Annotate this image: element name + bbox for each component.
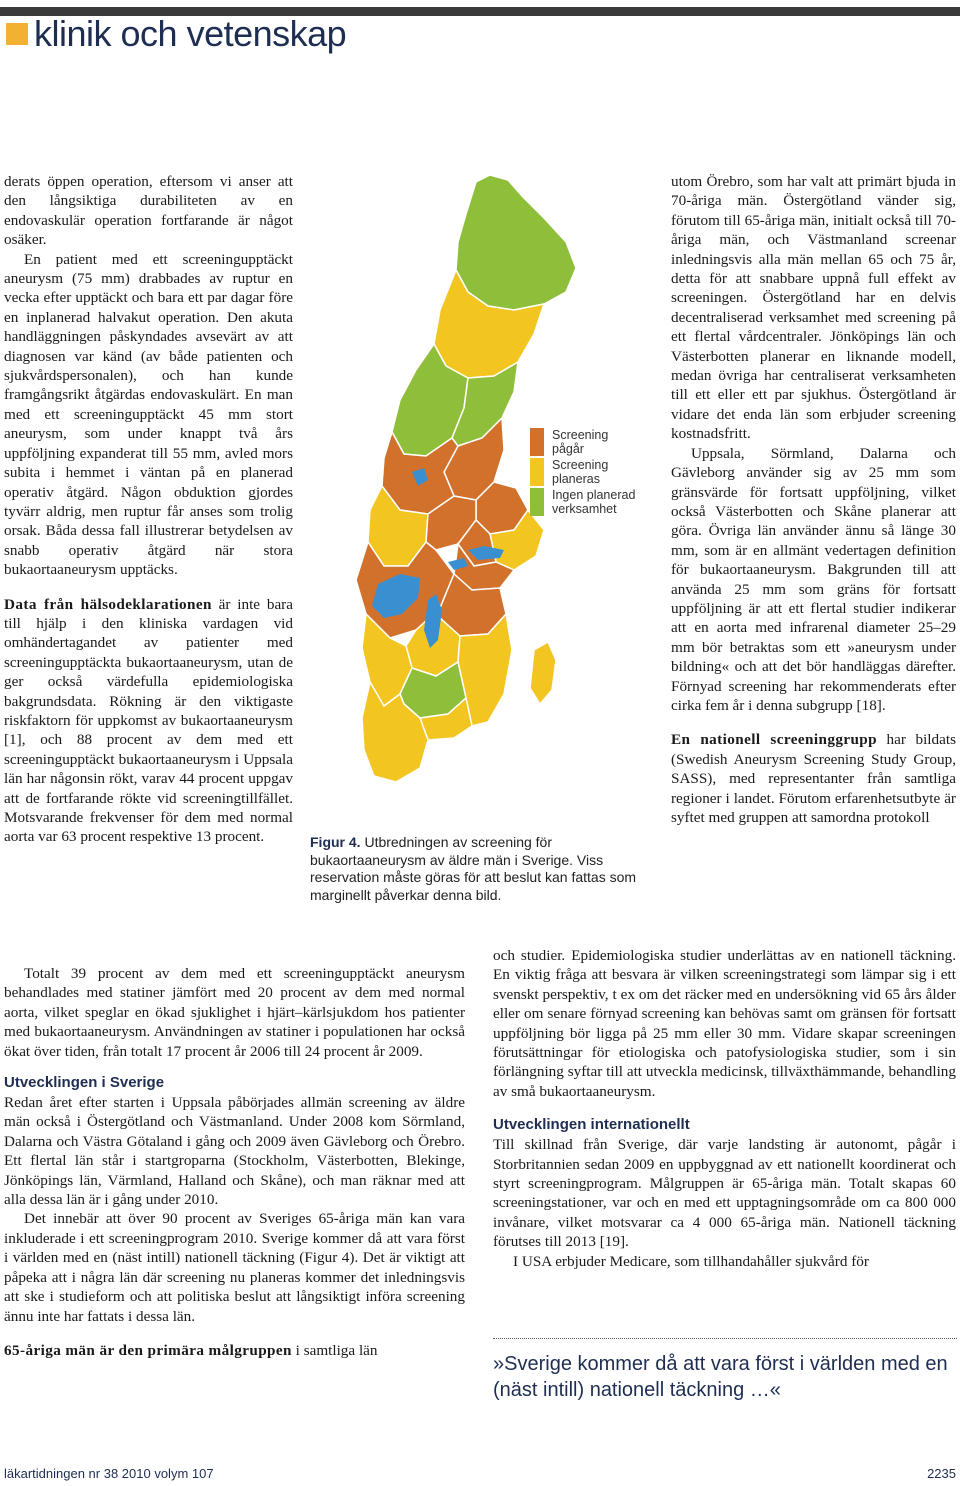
map-region-norrbotten bbox=[456, 175, 576, 310]
legend-label: Screening planeras bbox=[552, 458, 609, 486]
legend-swatch bbox=[530, 428, 544, 456]
right-paragraph-4: och studier. Epidemiologiska studier underlättas av en nationell täckning. En viktig fråga att besvara är vilken screeningstrategi som lämpar sig i ett svenskt perspektiv, t ex om det räcker med en undersökning vid 65 års ålder eller om senare förnyad screening kan behövas samt om gränsen för fortsatt uppföljning bör ligga på 25 mm eller 30 mm. Vidare skapar screeningen förutsättningar för etiologiska och patofysiologiska studier, som i sin förlängning syftar till att utveckla medicinsk, tillväxthämmande, behandling av små bukaortaaneurysm. bbox=[493, 947, 956, 1100]
left-paragraph-3 bbox=[4, 595, 293, 847]
left-paragraph-7 bbox=[4, 1341, 465, 1360]
footer-page-number: 2235 bbox=[927, 1466, 956, 1481]
heading-sverige: Utvecklingen i Sverige bbox=[4, 1074, 165, 1092]
left-paragraph-3-lead: Data från hälsodeklarationen bbox=[4, 595, 212, 613]
right-paragraph-3-body: har bildats (Swedish Aneurysm Screening Study Group, SASS), med representanter från samtliga regioner i landet. Förutom erfarenhetsutbyte är syftet med gruppen att samordna protokoll bbox=[671, 731, 956, 826]
left-paragraph-6: Det innebär att över 90 procent av Sveriges 65-åriga män kan vara inkluderade i ett screeningprogram 2010. Sverige kommer då att vara först i världen med en (näst intill) nationell täckning (Figur 4). Det är viktigt att påpeka att i några län där screening nu planeras kommer det inledningsvis att ske i studieform och att politiska beslut att långsiktigt införa screening ännu inte har fattats i dessa län. bbox=[4, 1210, 465, 1325]
figure-caption bbox=[310, 834, 652, 904]
legend-swatch bbox=[530, 458, 544, 486]
left-paragraph-3-body: är inte bara till hjälp i den kliniska vardagen vid omhändertagandet av patienter med screeningupptäckta bukaortaaneurysm, utan de ger också värdefulla epidemiologiska bakgrundsdata. Rökning är den viktigaste riskfaktorn för uppkomst av bukaortaaneurysm [1], och 88 procent av dem med ett screeningupptäckt bukaortaaneurysm i Uppsala län har någonsin rökt, varav 44 procent uppgav att de fortfarande rökte vid screeningtillfället. Motsvarande frekvenser för dem med normal aorta var 63 procent respektive 13 procent. bbox=[4, 595, 293, 846]
legend-item-ingen bbox=[530, 488, 652, 516]
map-legend bbox=[530, 428, 652, 518]
left-paragraph-4: Totalt 39 procent av dem med ett screeningupptäckt aneurysm behandlades med statiner jämfört med 20 procent av dem med normal aorta, vilket speglar en ökad sjuklighet i hjärt–kärlsjukdom hos patienter med bukaortaaneurysm. Användningen av statiner i populationen har också ökat över tiden, från totalt 17 procent år 2006 till 24 procent år 2009. bbox=[4, 965, 465, 1060]
pull-quote: »Sverige kommer då att vara först i världen med en (näst intill) nationell täckning …« bbox=[493, 1338, 957, 1403]
left-paragraph-7-body: i samtliga län bbox=[291, 1341, 378, 1359]
right-wide-column bbox=[493, 946, 956, 1271]
legend-item-pagar bbox=[530, 428, 652, 456]
section-marker bbox=[6, 23, 28, 45]
section-title: klinik och vetenskap bbox=[34, 13, 347, 54]
legend-label: Screening pågår bbox=[552, 428, 609, 456]
figure-label: Figur 4. bbox=[310, 834, 361, 850]
left-wide-column bbox=[4, 964, 465, 1360]
figure-caption-text: Utbredningen av screening för bukaortaaneurysm av äldre män i Sverige. Viss reservation måste göras för att beslut kan fattas som marginellt påverkar denna bild. bbox=[310, 834, 637, 903]
right-paragraph-6: I USA erbjuder Medicare, som tillhandahåller sjukvård för bbox=[513, 1252, 869, 1270]
map-region-gotland bbox=[530, 642, 556, 704]
right-paragraph-2: Uppsala, Sörmland, Dalarna och Gävleborg använder sig av 25 mm som gränsvärde för fortsatt uppföljning, vilket också Västerbotten och Skåne planerar att göra. Övriga län använder ännu så länge 30 mm, som är en allmänt vedertagen definition för bukaortaaneurysm. Bakgrunden till att använda 25 mm som gräns för fortsatt uppföljning är att ett flertal studier indikerar att en aorta med infrarenal diameter 25–29 mm bör betraktas som ett »aneurysm under bildning« och att det bör handläggas därefter. Förnyad screening har rekommenderats efter cirka fem år i denna subgrupp [18]. bbox=[671, 444, 956, 714]
right-paragraph-3 bbox=[671, 730, 956, 827]
right-paragraph-3-lead: En nationell screeninggrupp bbox=[671, 731, 877, 749]
left-paragraph-1: derats öppen operation, eftersom vi anser att den långsiktiga durabiliteten av en endovaskulär operation fortfarande är något osäker. bbox=[4, 173, 293, 249]
right-paragraph-1: utom Örebro, som har valt att primärt bjuda in 70-åriga män. Östergötland vänder sig, förutom till 65-åriga män, initialt också till 70-åriga män, och Västmanland screenar inledningsvis alla män mellan 65 och 75 år, detta för att snabbare uppnå full effekt av screeningen. Östergötland har en delvis decentraliserad verksamhet med screening på ett flertal vårdcentraler. Jönköpings län och Västerbotten planerar en liknande modell, medan övriga har centraliserat verksamheten till ett eller ett par sjukhus. Östergötland är vidare det enda län som erbjuder screening kostnadsfritt. bbox=[671, 173, 956, 443]
left-paragraph-5: Redan året efter starten i Uppsala påbörjades allmän screening av äldre män också i Östergötland och Västmanland. Under 2008 kom Sörmland, Dalarna och Västra Götaland i gång och 2009 även Gävleborg och Örebro. Ett flertal län står i startgroparna (Stockholm, Västerbotten, Blekinge, Jönköpings län, Värmland, Halland och Skåne), och man räknar med att alla dessa län är i gång under 2010. bbox=[4, 1094, 465, 1209]
legend-swatch bbox=[530, 488, 544, 516]
left-paragraph-7-lead: 65-åriga män är den primära målgruppen bbox=[4, 1341, 292, 1359]
legend-label: Ingen planerad verksamhet bbox=[552, 488, 636, 516]
right-column bbox=[671, 172, 956, 827]
footer-journal: läkartidningen nr 38 2010 volym 107 bbox=[4, 1466, 214, 1481]
right-paragraph-5: Till skillnad från Sverige, där varje landsting är autonomt, pågår i Storbritannien sedan 2009 en uppbyggnad av ett nationellt koordinerat och styrt screeningprogram. Målgruppen är 65-åriga män. Totalt skapas 60 screeningstationer, var och en med ett upptagningsområde om ca 800 000 invånare, vilket motsvarar ca 4 000 65-åriga män. Nationell täckning förutses till 2013 [19]. bbox=[493, 1136, 956, 1251]
heading-internationellt: Utvecklingen internationellt bbox=[493, 1116, 690, 1134]
legend-item-planeras bbox=[530, 458, 652, 486]
left-paragraph-2: En patient med ett screeningupptäckt aneurysm (75 mm) drabbades av ruptur en vecka efter upptäckt och bara ett par dagar före en inplanerad halvakut operation. Den akuta handläggningen påskyndades avsevärt av att diagnosen var känd (av både patienten och sjukvårdspersonalen), och han kunde framgångsrikt åtgärdas endovaskulärt. En man med ett screeningupptäckt 45 mm stort aneurysm, som under knappt två års uppföljning expanderat till 55 mm, avled mors subita i hemmet i väntan på en planerad operativ åtgärd. Någon obduktion gjordes tyvärr aldrig, men ruptur får anses som trolig orsak. Båda dessa fall illustrerar betydelsen av snabb operativ åtgärd när stora bukaortaaneurysm upptäcks. bbox=[4, 250, 293, 579]
section-header bbox=[6, 14, 346, 54]
left-column bbox=[4, 172, 293, 847]
